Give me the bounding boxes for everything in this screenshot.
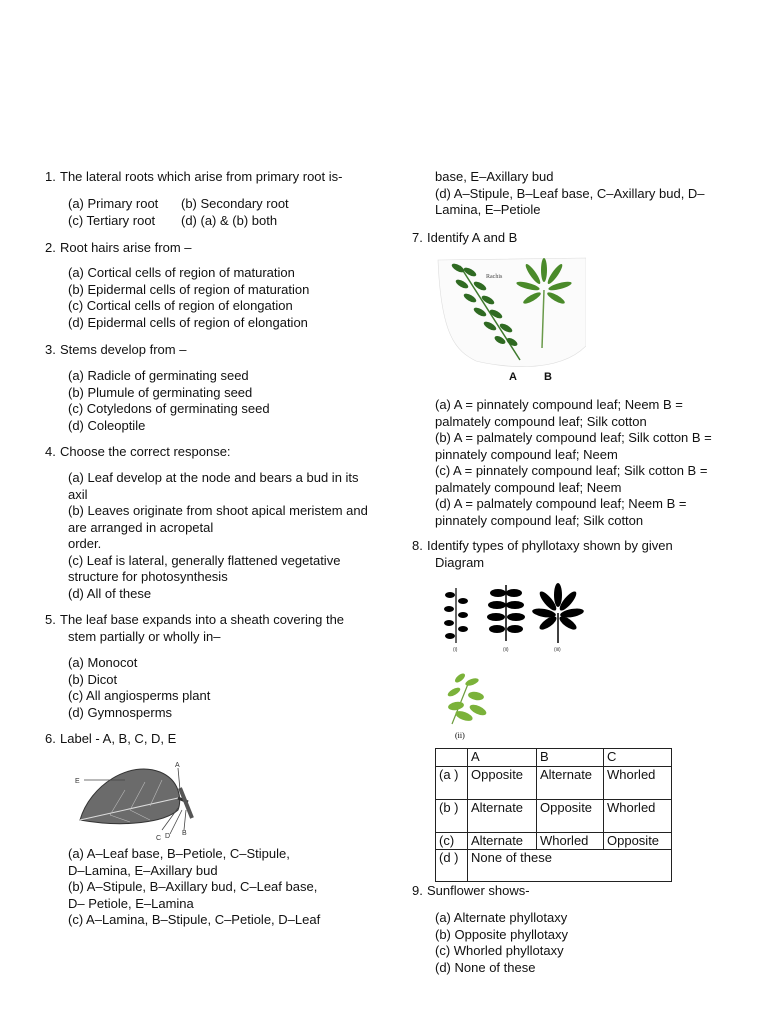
label-ii-second: (ii) [455,731,465,740]
question-number: 9. [412,883,423,898]
phyllotaxy-ii [487,585,525,641]
options-q9 [435,910,568,976]
option-c: (c) Cotyledons of germinating seed [68,401,270,416]
question-number: 5. [45,612,56,627]
phyllotaxy-iii [531,583,584,643]
table-row [436,832,672,850]
table-cell: C [604,749,672,767]
option-c: (c) All angiosperms plant [68,688,211,703]
options-q5 [68,655,210,721]
question-text: Choose the correct response: [60,444,231,459]
table-cell: Opposite [537,799,604,832]
label-c: C [156,835,162,842]
label-a: A [509,371,517,383]
option-b: (b) Plumule of germinating seed [68,384,253,400]
option-a: (a) A–Leaf base, B–Petiole, C–Stipule, [68,846,290,861]
question-number: 2. [45,240,56,255]
question-text: Identify types of phyllotaxy shown by given [427,538,673,553]
option-b: (b) Epidermal cells of region of maturation [68,281,310,297]
options-q4 [68,470,368,602]
question-4 [45,444,231,461]
compound-leaf-figure [436,256,586,386]
option-a: (a) Cortical cells of region of maturation [68,265,295,280]
table-cell: (d ) [436,850,468,882]
leaf-lamina [80,769,180,824]
table-cell: Opposite [468,766,537,799]
option-d: (d) (a) & (b) both [181,212,278,228]
option-b: (b) Dicot [68,671,118,687]
question-text: The leaf base expands into a sheath covering the [60,612,345,627]
options-q1 [68,196,368,229]
option-c: (c) Cortical cells of region of elongation [68,298,293,313]
options-q2 [68,265,309,331]
question-text: Label - A, B, C, D, E [60,731,177,746]
option-b: (b) Opposite phyllotaxy [435,926,568,942]
table-cell: Whorled [537,832,604,850]
options-q6-cont [435,169,705,219]
option-c: (c) A–Lamina, B–Stipule, C–Petiole, D–Leaf [68,912,321,927]
table-cell: None of these [468,850,672,882]
option-c: (c) Whorled phyllotaxy [435,943,564,958]
table-row [436,766,672,799]
table-cell [436,749,468,767]
leafy-twig-figure [440,664,500,742]
question-number: 6. [45,731,56,746]
table-cell: Alternate [468,799,537,832]
label-e: E [75,778,80,785]
question-text: Root hairs arise from – [60,240,192,255]
option-c-cont: palmately compound leaf; Neem [435,479,622,495]
options-q6 [68,846,320,929]
table-cell: A [468,749,537,767]
option-d: (d) A–Stipule, B–Leaf base, C–Axillary bud, D– [435,185,705,201]
option-c: (c) Tertiary root [68,212,156,228]
question-number: 1. [45,169,56,184]
question-2 [45,240,192,257]
label-d: D [165,833,171,840]
option-d: (d) Coleoptile [68,417,146,433]
question-number: 8. [412,538,423,553]
option-a-cont: D–Lamina, E–Axillary bud [68,862,218,878]
label-ii: (ii) [503,647,509,653]
table-row [436,799,672,832]
question-text: Identify A and B [427,230,518,245]
leaf-parts-figure [70,760,200,842]
question-number: 3. [45,342,56,357]
table-cell: Alternate [468,832,537,850]
question-text-cont: Diagram [435,554,485,570]
question-number: 4. [45,444,56,459]
table-cell: (a ) [436,766,468,799]
phyllotaxy-table [435,748,672,882]
option-b: (b) Leaves originate from shoot apical meristem and are arranged in acropetal [68,503,368,535]
label-b: B [544,371,552,383]
option-a: (a) Radicle of germinating seed [68,368,249,383]
question-text: The lateral roots which arise from primary root is- [60,169,343,184]
options-q7 [435,397,712,529]
options-q3 [68,368,270,434]
option-d: (d) All of these [68,585,152,601]
question-3 [45,342,186,359]
option-d-cont: Lamina, E–Petiole [435,202,541,217]
question-text-cont: stem partially or wholly in– [68,628,221,644]
option-d: (d) Gymnosperms [68,704,173,720]
option-c-cont: base, E–Axillary bud [435,169,554,184]
option-d: (d) Epidermal cells of region of elongation [68,314,308,330]
label-b: B [182,830,187,837]
question-text: Stems develop from – [60,342,187,357]
option-d: (d) A = palmately compound leaf; Neem B = [435,496,687,511]
question-9 [412,883,530,900]
table-header-row [436,749,672,767]
option-b: (b) Secondary root [181,196,289,211]
table-cell: (c) [436,832,468,850]
option-d: (d) None of these [435,959,536,975]
question-7 [412,230,517,247]
option-d-cont: pinnately compound leaf; Silk cotton [435,512,644,528]
table-cell: B [537,749,604,767]
question-1 [45,169,342,186]
question-5 [45,612,344,645]
option-b-cont: D– Petiole, E–Lamina [68,895,194,911]
table-cell: Whorled [604,799,672,832]
question-text: Sunflower shows- [427,883,530,898]
table-cell: Alternate [537,766,604,799]
table-row [436,850,672,882]
option-a: (a) Monocot [68,655,138,670]
table-cell: Opposite [604,832,672,850]
rachis-label: Rachis [486,274,503,280]
option-c: (c) A = pinnately compound leaf; Silk cotton B = [435,463,708,478]
option-a: (a) Alternate phyllotaxy [435,910,568,925]
option-c: (c) Leaf is lateral, generally flattened vegetative structure for photosynthesis [68,552,341,584]
table-cell: Whorled [604,766,672,799]
question-6 [45,731,176,748]
option-a-cont: palmately compound leaf; Silk cotton [435,413,647,429]
label-a: A [175,762,180,769]
table-cell: (b ) [436,799,468,832]
option-b: (b) A = palmately compound leaf; Silk cotton B = [435,430,712,445]
phyllotaxy-i [444,588,468,643]
label-iii: (iii) [554,647,561,653]
option-b-cont: pinnately compound leaf; Neem [435,446,618,462]
option-a: (a) A = pinnately compound leaf; Neem B = [435,397,683,412]
option-a: (a) Leaf develop at the node and bears a bud in its axil [68,470,359,502]
question-8 [412,538,673,571]
option-a: (a) Primary root [68,196,159,211]
option-b-cont: order. [68,536,102,551]
phyllotaxy-figure [438,583,588,653]
label-i: (i) [453,647,458,653]
question-number: 7. [412,230,423,245]
option-b: (b) A–Stipule, B–Axillary bud, C–Leaf base, [68,879,318,894]
